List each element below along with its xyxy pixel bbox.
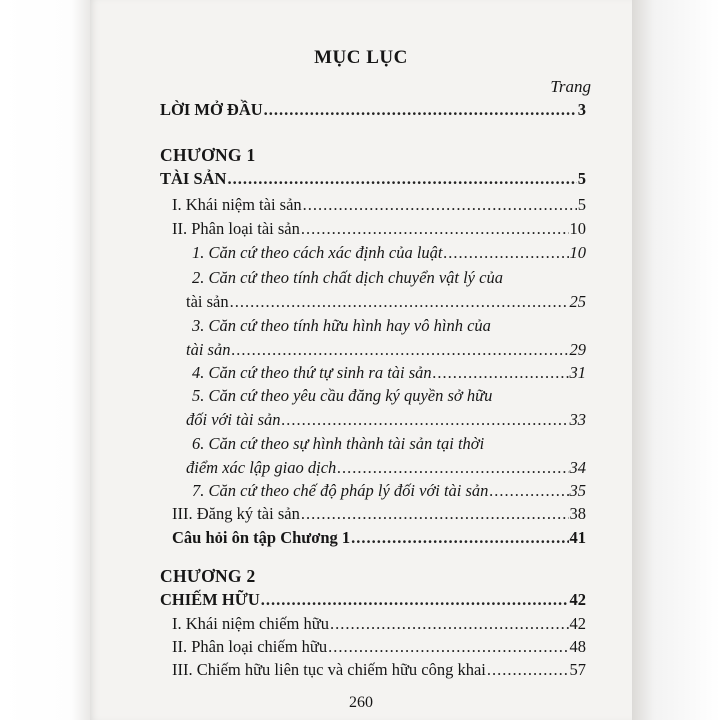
entry-page: 31 (569, 363, 586, 382)
book-page (90, 0, 632, 720)
toc-entry-1-II-1[interactable] (192, 243, 586, 264)
page-right-edge (632, 0, 720, 720)
entry-label: điểm xác lập giao dịch (186, 458, 337, 477)
toc-entry-1-II-7[interactable] (192, 481, 586, 502)
entry-label: 4. Căn cứ theo thứ tự sinh ra tài sản (192, 363, 432, 382)
leader-dots (489, 481, 568, 501)
entry-page: 48 (569, 637, 586, 656)
entry-page: 42 (569, 590, 586, 609)
entry-label: III. Đăng ký tài sản (172, 504, 300, 523)
entry-label: III. Chiếm hữu liên tục và chiếm hữu công khai (172, 660, 486, 679)
entry-page: 25 (569, 292, 586, 311)
leader-dots (443, 243, 568, 263)
entry-page: 33 (569, 410, 586, 429)
toc-entry-1-II-6-line1: 6. Căn cứ theo sự hình thành tài sản tại thời (192, 434, 485, 453)
entry-label: CHIẾM HỮU (160, 590, 260, 609)
entry-page: 57 (569, 660, 586, 679)
entry-label: TÀI SẢN (160, 169, 227, 188)
toc-entry-2-III[interactable] (172, 660, 586, 681)
entry-label: 7. Căn cứ theo chế độ pháp lý đối với tài sản (192, 481, 489, 500)
toc-entry-chapter-2-title[interactable] (160, 590, 586, 611)
page-number: 260 (349, 694, 373, 711)
chapter-2-heading: CHƯƠNG 2 (160, 566, 256, 586)
leader-dots (282, 410, 569, 430)
leader-dots (351, 528, 568, 548)
toc-entry-1-III[interactable] (172, 504, 586, 525)
leader-dots (301, 219, 569, 239)
leader-dots (231, 340, 568, 360)
toc-entry-1-II-4[interactable] (192, 363, 586, 384)
entry-page: 3 (577, 100, 586, 119)
leader-dots (261, 590, 569, 610)
entry-page: 35 (569, 481, 586, 500)
entry-label: I. Khái niệm tài sản (172, 195, 302, 214)
entry-page: 41 (569, 528, 586, 547)
page-column-label: Trang (550, 77, 591, 96)
toc-entry-2-II[interactable] (172, 637, 586, 658)
leader-dots (301, 504, 569, 524)
leader-dots (264, 100, 577, 120)
chapter-1-heading: CHƯƠNG 1 (160, 145, 256, 165)
entry-label: tài sản (186, 340, 231, 359)
entry-label: tài sản (186, 292, 229, 311)
entry-page: 34 (569, 458, 586, 477)
entry-label: Câu hỏi ôn tập Chương 1 (172, 528, 351, 547)
entry-label: II. Phân loại chiếm hữu (172, 637, 328, 656)
entry-page: 29 (569, 340, 586, 359)
toc-entry-1-II-5-line1: 5. Căn cứ theo yêu cầu đăng ký quyền sở hữu (192, 386, 493, 405)
leader-dots (433, 363, 569, 383)
toc-entry-1-II[interactable] (172, 219, 586, 240)
entry-label: II. Phân loại tài sản (172, 219, 300, 238)
toc-entry-1-II-2[interactable] (186, 292, 586, 313)
toc-entry-2-I[interactable] (172, 614, 586, 635)
entry-label: LỜI MỞ ĐẦU (160, 100, 263, 119)
entry-page: 38 (569, 504, 586, 523)
leader-dots (230, 292, 569, 312)
entry-label: đối với tài sản (186, 410, 281, 429)
leader-dots (337, 458, 568, 478)
leader-dots (330, 614, 569, 634)
toc-entry-intro[interactable] (160, 100, 586, 121)
leader-dots (487, 660, 569, 680)
toc-entry-1-II-5[interactable] (186, 410, 586, 431)
entry-label: I. Khái niệm chiếm hữu (172, 614, 329, 633)
entry-page: 10 (569, 219, 586, 238)
toc-entry-1-II-6[interactable] (186, 458, 586, 479)
toc-entry-1-II-3[interactable] (186, 340, 586, 361)
entry-page: 5 (577, 195, 586, 214)
entry-page: 5 (577, 169, 586, 188)
toc-entry-1-II-3-line1: 3. Căn cứ theo tính hữu hình hay vô hình của (192, 316, 491, 335)
entry-label: 1. Căn cứ theo cách xác định của luật (192, 243, 443, 262)
page-left-margin (0, 0, 90, 720)
toc-entry-1-II-2-line1: 2. Căn cứ theo tính chất dịch chuyển vật lý của (192, 268, 503, 287)
entry-page: 10 (569, 243, 586, 262)
leader-dots (227, 169, 576, 189)
entry-page: 42 (569, 614, 586, 633)
toc-entry-1-review[interactable] (172, 528, 586, 549)
leader-dots (303, 195, 577, 215)
toc-entry-chapter-1-title[interactable] (160, 169, 586, 190)
toc-entry-1-I[interactable] (172, 195, 586, 216)
toc-title: MỤC LỤC (314, 47, 408, 68)
leader-dots (328, 637, 568, 657)
